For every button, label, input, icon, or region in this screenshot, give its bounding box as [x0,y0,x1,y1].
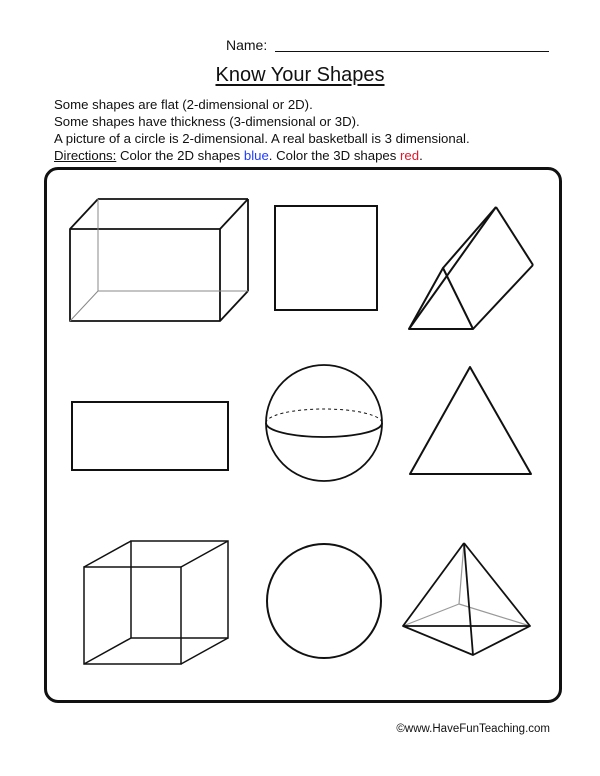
intro-line-1: Some shapes are flat (2-dimensional or 2D). [54,97,313,112]
directions-label: Directions: [54,148,117,163]
footer-credit: ©www.HaveFunTeaching.com [396,723,550,735]
name-field-line [226,36,549,54]
red-word: red [400,148,420,163]
directions-text-3: . [419,148,423,163]
name-blank[interactable] [275,37,549,52]
intro-text [54,96,574,164]
directions-line [54,147,574,164]
shapes-panel [44,167,562,703]
blue-word: blue [243,148,269,163]
intro-line-3: A picture of a circle is 2-dimensional. A real basketball is 3 dimensional. [54,131,470,146]
directions-text-2: . Color the 3D shapes [268,148,401,163]
directions-text-1: Color the 2D shapes [116,148,244,163]
page-title: Know Your Shapes [215,64,385,86]
name-label: Name: [226,37,268,53]
intro-line-2: Some shapes have thickness (3-dimensional or 3D). [54,114,360,129]
